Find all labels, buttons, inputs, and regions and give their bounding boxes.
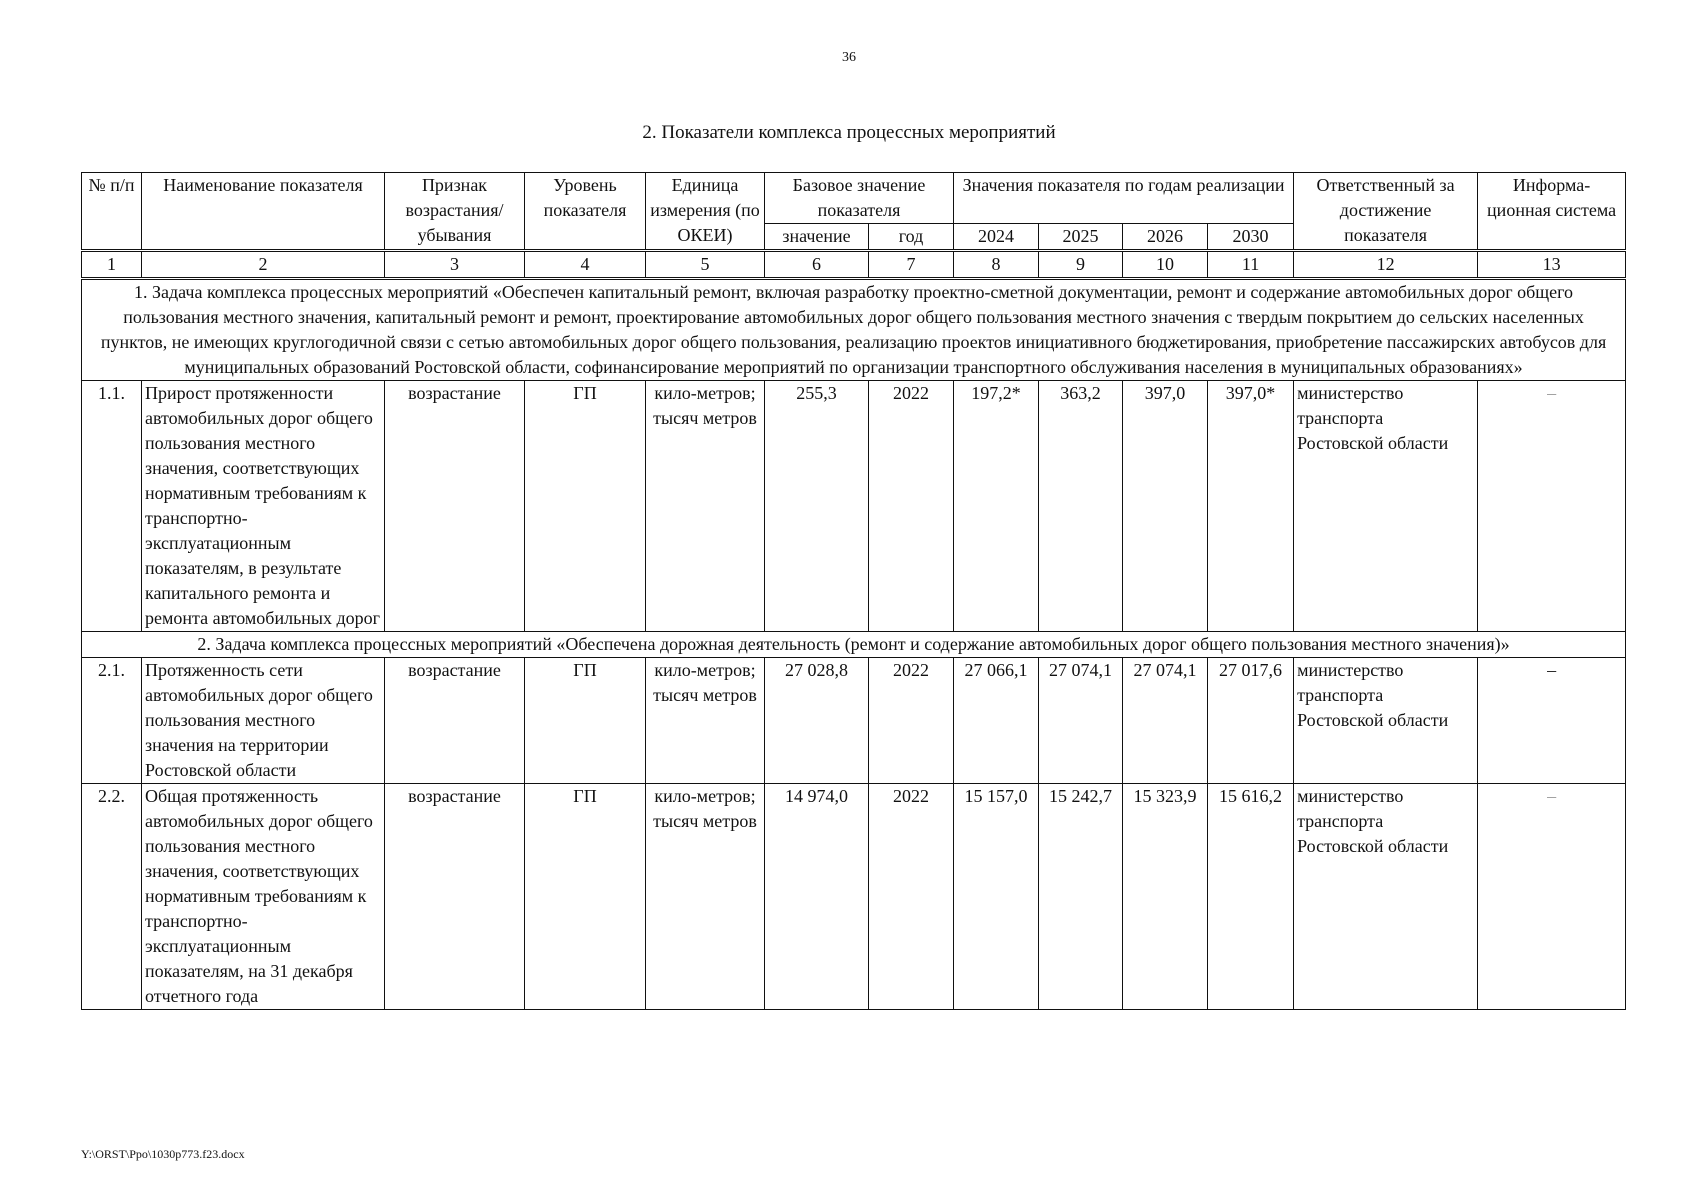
col-number: 10 [1123, 251, 1208, 279]
col-number: 8 [954, 251, 1039, 279]
file-path-footer: Y:\ORST\Ppo\1030p773.f23.docx [81, 1147, 245, 1161]
indicator-sign: возрастание [385, 658, 525, 784]
col-header-base: Базовое значение показателя [765, 173, 954, 224]
page-number: 36 [842, 50, 856, 65]
task-row [82, 632, 1626, 658]
indicator-unit: кило-метров; тысяч метров [646, 381, 765, 632]
indicator-unit: кило-метров; тысяч метров [646, 784, 765, 1010]
col-number: 5 [646, 251, 765, 279]
col-header-num: № п/п [82, 173, 142, 251]
value-2024: 15 157,0 [954, 784, 1039, 1010]
col-number: 1 [82, 251, 142, 279]
indicator-sign: возрастание [385, 784, 525, 1010]
col-header-2025: 2025 [1039, 224, 1123, 251]
col-header-level: Уровень показателя [525, 173, 646, 251]
col-number: 11 [1208, 251, 1294, 279]
base-value: 255,3 [765, 381, 869, 632]
value-2030: 397,0* [1208, 381, 1294, 632]
value-2026: 397,0 [1123, 381, 1208, 632]
col-number: 3 [385, 251, 525, 279]
column-numbers-row [82, 251, 1626, 279]
col-number: 6 [765, 251, 869, 279]
value-2025: 363,2 [1039, 381, 1123, 632]
col-header-infosys: Информа-ционная система [1478, 173, 1626, 251]
info-system: – [1478, 784, 1626, 1010]
row-num: 1.1. [82, 381, 142, 632]
indicators-table [81, 172, 1626, 1010]
responsible: министерство транспорта Ростовской области [1294, 784, 1478, 1010]
value-2026: 15 323,9 [1123, 784, 1208, 1010]
col-header-years: Значения показателя по годам реализации [954, 173, 1294, 224]
indicator-level: ГП [525, 658, 646, 784]
row-num: 2.1. [82, 658, 142, 784]
value-2030: 27 017,6 [1208, 658, 1294, 784]
indicator-level: ГП [525, 784, 646, 1010]
indicator-level: ГП [525, 381, 646, 632]
info-system: – [1478, 381, 1626, 632]
indicator-name: Общая протяженность автомобильных дорог общего пользования местного значения, соответствующих нормативным требованиям к транспортно-эксплуатационным показателям, на 31 декабря отчетного года [142, 784, 385, 1010]
task-1-title: 1. Задача комплекса процессных мероприятий «Обеспечен капитальный ремонт, включая разработку проектно-сметной документации, ремонт и содержание автомобильных дорог общего пользования местного значения, капитальный ремонт и ремонт, проектирование автомобильных дорог общего пользования местного значения с твердым покрытием до сельских населенных пунктов, не имеющих круглогодичной связи с сетью автомобильных дорог общего пользования, реализацию проектов инициативного бюджетирования, приобретение пассажирских автобусов для муниципальных образований Ростовской области, софинансирование мероприятий по организации транспортного обслуживания населения в муниципальных образованиях» [82, 279, 1626, 381]
section-title: 2. Показатели комплекса процессных мероприятий [642, 122, 1056, 143]
base-year: 2022 [869, 381, 954, 632]
table-row [82, 381, 1626, 632]
value-2025: 27 074,1 [1039, 658, 1123, 784]
task-row [82, 279, 1626, 381]
responsible: министерство транспорта Ростовской области [1294, 658, 1478, 784]
task-2-title: 2. Задача комплекса процессных мероприятий «Обеспечена дорожная деятельность (ремонт и содержание автомобильных дорог общего пользования местного значения)» [82, 632, 1626, 658]
col-number: 13 [1478, 251, 1626, 279]
table-row [82, 784, 1626, 1010]
col-header-base-year: год [869, 224, 954, 251]
table-row [82, 658, 1626, 784]
indicator-unit: кило-метров; тысяч метров [646, 658, 765, 784]
value-2024: 197,2* [954, 381, 1039, 632]
col-header-2030: 2030 [1208, 224, 1294, 251]
col-number: 12 [1294, 251, 1478, 279]
col-number: 7 [869, 251, 954, 279]
indicator-name: Прирост протяженности автомобильных дорог общего пользования местного значения, соответствующих нормативным требованиям к транспортно-эксплуатационным показателям, в результате капитального ремонта и ремонта автомобильных дорог [142, 381, 385, 632]
col-header-sign: Признак возрастания/ убывания [385, 173, 525, 251]
base-year: 2022 [869, 784, 954, 1010]
base-value: 14 974,0 [765, 784, 869, 1010]
col-header-responsible: Ответственный за достижение показателя [1294, 173, 1478, 251]
col-header-base-value: значение [765, 224, 869, 251]
col-header-2024: 2024 [954, 224, 1039, 251]
col-number: 9 [1039, 251, 1123, 279]
value-2030: 15 616,2 [1208, 784, 1294, 1010]
indicator-sign: возрастание [385, 381, 525, 632]
header-row [82, 173, 1626, 224]
row-num: 2.2. [82, 784, 142, 1010]
col-header-name: Наименование показателя [142, 173, 385, 251]
col-number: 2 [142, 251, 385, 279]
info-system: – [1478, 658, 1626, 784]
responsible: министерство транспорта Ростовской области [1294, 381, 1478, 632]
col-header-unit: Единица измерения (по ОКЕИ) [646, 173, 765, 251]
value-2024: 27 066,1 [954, 658, 1039, 784]
base-year: 2022 [869, 658, 954, 784]
indicator-name: Протяженность сети автомобильных дорог общего пользования местного значения на территории Ростовской области [142, 658, 385, 784]
value-2025: 15 242,7 [1039, 784, 1123, 1010]
base-value: 27 028,8 [765, 658, 869, 784]
value-2026: 27 074,1 [1123, 658, 1208, 784]
col-header-2026: 2026 [1123, 224, 1208, 251]
col-number: 4 [525, 251, 646, 279]
